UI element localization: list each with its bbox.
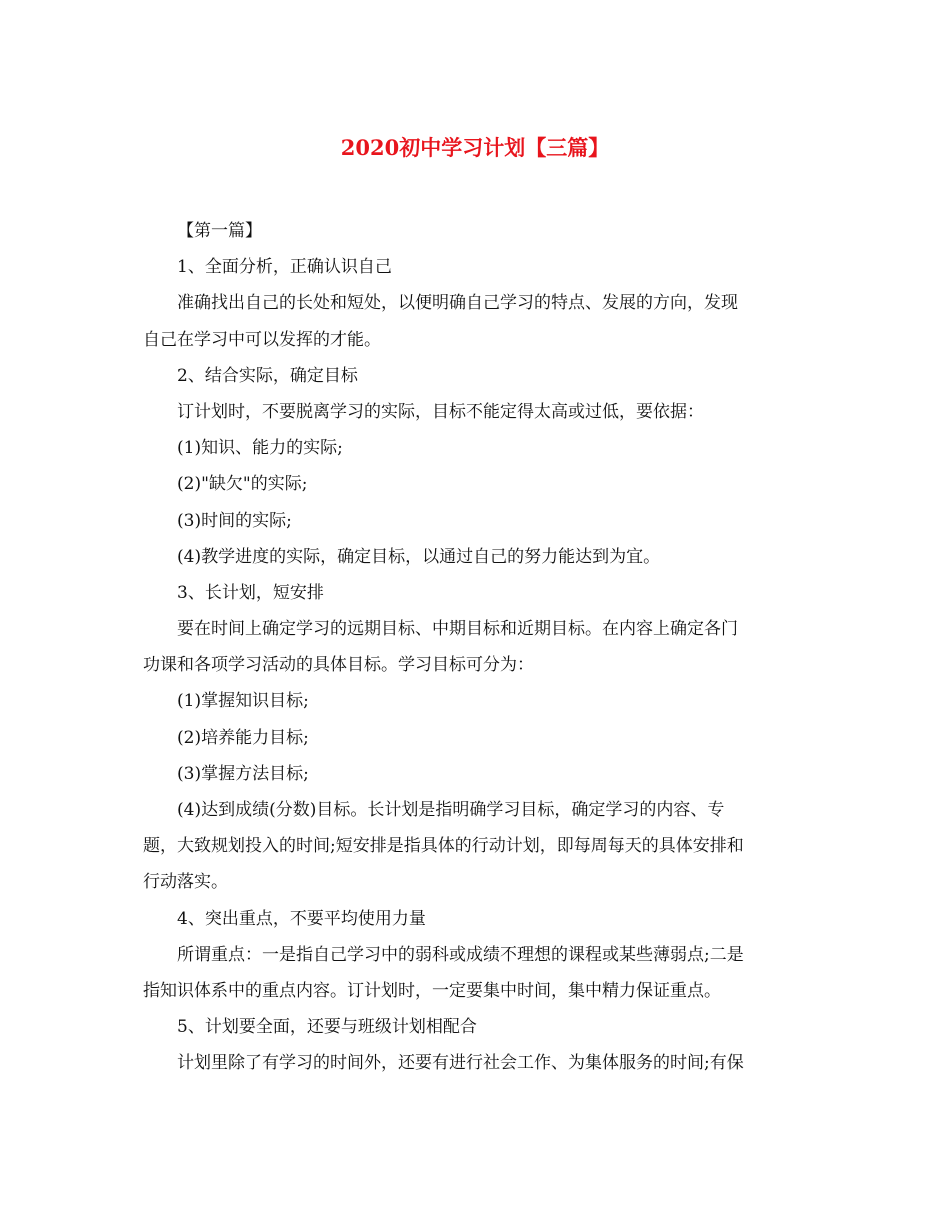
text-line: (3)掌握方法目标; [177,763,309,784]
text-line: 题，大致规划投入的时间;短安排是指具体的行动计划，即每周每天的具体安排和 [143,836,744,857]
text-line: 准确找出自己的长处和短处，以便明确自己学习的特点、发展的方向，发现 [177,293,738,314]
text-line: (4)教学进度的实际，确定目标，以通过自己的努力能达到为宜。 [177,546,661,567]
text-line: (3)时间的实际; [177,510,292,531]
text-line: (1)掌握知识目标; [177,691,309,712]
text-line: 5、计划要全面，还要与班级计划相配合 [177,1017,477,1038]
text-line: 订计划时，不要脱离学习的实际，目标不能定得太高或过低，要依据： [177,401,704,422]
text-line: (1)知识、能力的实际; [177,438,343,459]
text-line: 指知识体系中的重点内容。订计划时，一定要集中时间，集中精力保证重点。 [143,980,721,1001]
text-line: 行动落实。 [143,872,228,893]
text-line: (4)达到成绩(分数)目标。长计划是指明确学习目标，确定学习的内容、专 [177,800,725,820]
text-line: 自己在学习中可以发挥的才能。 [143,329,381,350]
text-line: (2)培养能力目标; [177,727,309,748]
text-line: 1、全面分析，正确认识自己 [177,257,392,278]
text-line: 要在时间上确定学习的远期目标、中期目标和近期目标。在内容上确定各门 [177,619,738,640]
text-line: 计划里除了有学习的时间外，还要有进行社会工作、为集体服务的时间;有保 [177,1053,744,1074]
text-line: 功课和各项学习活动的具体目标。学习目标可分为： [143,655,534,676]
text-line: 所谓重点：一是指自己学习中的弱科或成绩不理想的课程或某些薄弱点;二是 [177,944,744,965]
text-line: 3、长计划，短安排 [177,582,324,603]
document-title: 2020初中学习计划【三篇】 [340,135,610,160]
document-body [143,213,803,1082]
text-line: 【第一篇】 [177,221,262,241]
text-line: 2、结合实际，确定目标 [177,365,358,386]
text-line: 4、突出重点，不要平均使用力量 [177,908,426,929]
text-line: (2)"缺欠"的实际; [177,474,308,495]
